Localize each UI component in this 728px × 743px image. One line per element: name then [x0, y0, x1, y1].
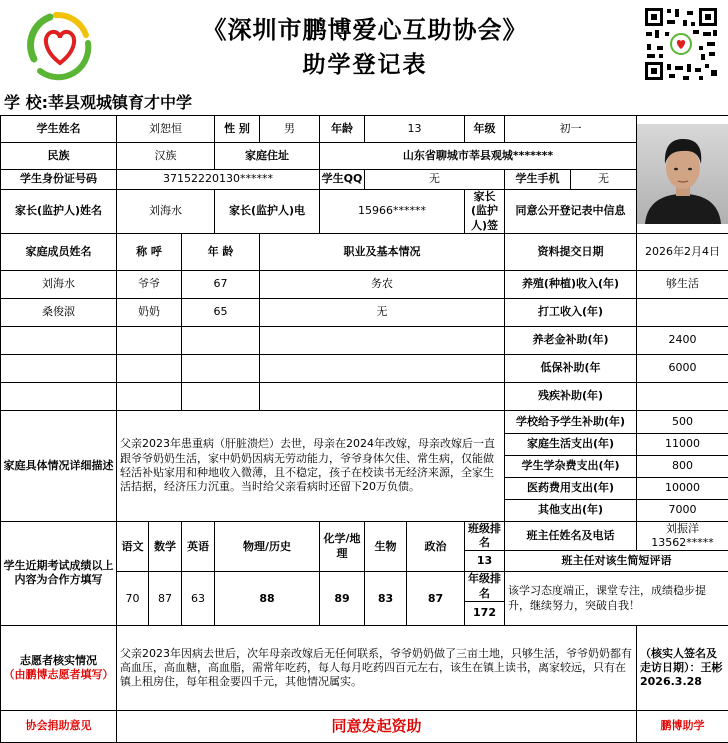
id-number-value: 37152220130******: [117, 170, 320, 190]
subject-score: 88: [215, 572, 320, 626]
assoc-decision: 同意发起资助: [117, 711, 637, 743]
family-member-label: 家庭成员姓名: [1, 233, 117, 270]
grade-rank-value: 172: [465, 602, 505, 626]
pension-value: 2400: [637, 326, 728, 354]
subject-header: 生物: [365, 521, 407, 572]
breeding-income-value: 够生活: [637, 270, 728, 298]
family-member-name: 桑俊淑: [1, 298, 117, 326]
guardian-phone-label: 家长(监护人)电: [215, 190, 320, 234]
header: [0, 0, 728, 88]
subject-score: 89: [320, 572, 365, 626]
occupation-label: 职业及基本情况: [260, 233, 505, 270]
teacher-contact-value: 刘振洋13562*****: [637, 521, 728, 551]
low-income-value: 6000: [637, 354, 728, 382]
age-label: 年龄: [320, 116, 365, 143]
subject-score: 87: [149, 572, 182, 626]
breeding-income-label: 养殖(种植)收入(年): [505, 270, 637, 298]
disability-value: [637, 382, 728, 410]
gender-label: 性 别: [215, 116, 260, 143]
guardian-name-label: 家长(监护人)姓名: [1, 190, 117, 234]
form-title: 《深圳市鹏博爱心互助协会》: [110, 10, 620, 45]
teacher-comment: 该学习态度端正，课堂专注，成绩稳步提升，继续努力，突破自我！: [505, 572, 728, 626]
phone-label: 学生手机: [505, 170, 571, 190]
ethnicity-value: 汉族: [117, 143, 215, 170]
guardian-name-value: 刘海水: [117, 190, 215, 234]
family-member-relation: [117, 326, 182, 354]
age-value: 13: [365, 116, 465, 143]
teacher-comment-label: 班主任对该生简短评语: [505, 551, 728, 572]
family-member-relation: [117, 354, 182, 382]
disability-label: 残疾补助(年): [505, 382, 637, 410]
medical-exp-value: 10000: [637, 477, 728, 499]
guardian-sign-label: 家长(监护人)签: [465, 190, 505, 234]
subject-header: 数学: [149, 521, 182, 572]
volunteer-label: 志愿者核实情况: [2, 654, 115, 668]
pension-label: 养老金补助(年): [505, 326, 637, 354]
volunteer-verification-text: 父亲2023年因病去世后，次年母亲改嫁后无任何联系，爷爷奶奶做了三亩土地，只够生活，爷爷奶奶都有高血压，高血糖，高血脂，需常年吃药，每人每月吃药四百元左右，该生在镇上读书，离家较远，只有在镇上租房住，每年租金要四千元，其他情况属实。: [117, 626, 637, 711]
family-member-age: [182, 354, 260, 382]
subject-header: 英语: [182, 521, 215, 572]
family-member-relation: 爷爷: [117, 270, 182, 298]
ethnicity-label: 民族: [1, 143, 117, 170]
student-name-label: 学生姓名: [1, 116, 117, 143]
subject-score: 87: [407, 572, 465, 626]
school-aid-value: 500: [637, 410, 728, 433]
student-name-value: 刘恕恒: [117, 116, 215, 143]
registration-form: [0, 115, 728, 743]
student-photo-image: [637, 124, 728, 224]
family-member-age: [182, 382, 260, 410]
family-member-name: [1, 326, 117, 354]
family-member-occupation: [260, 326, 505, 354]
family-description: 父亲2023年患重病（肝脏溃烂）去世，母亲在2024年改嫁，母亲改嫁后一直跟爷爷奶奶生活，家中奶奶因病无劳动能力，爷爷身体欠佳、常生病，仅能做轻活补贴家用和种地收入微薄，且不稳定，孩子在校读书无经济来源，全家生活拮据，经济压力沉重。当时给父亲看病时还留下20万负债。: [117, 410, 505, 521]
grade-rank-label: 年级排名: [465, 572, 505, 602]
living-exp-label: 家庭生活支出(年): [505, 433, 637, 455]
subject-score: 63: [182, 572, 215, 626]
sponsor-label: 鹏博助学: [637, 711, 728, 743]
subject-score: 70: [117, 572, 149, 626]
submit-date-value: 2026年2月4日: [637, 233, 728, 270]
subject-header: 语文: [117, 521, 149, 572]
family-detail-label: 家庭具体情况详细描述: [1, 410, 117, 521]
relation-label: 称 呼: [117, 233, 182, 270]
family-member-name: [1, 354, 117, 382]
heart-logo-icon: [20, 5, 100, 85]
phone-value: 无: [571, 170, 637, 190]
family-member-occupation: [260, 382, 505, 410]
guardian-phone-value: 15966******: [320, 190, 465, 234]
volunteer-cell: [1, 626, 117, 711]
submit-date-label: 资料提交日期: [505, 233, 637, 270]
qq-label: 学生QQ: [320, 170, 365, 190]
class-rank-label: 班级排名: [465, 521, 505, 551]
subject-header: 化学/地理: [320, 521, 365, 572]
misc-exp-label: 学生学杂费支出(年): [505, 455, 637, 477]
family-member-relation: [117, 382, 182, 410]
form-subtitle: 助学登记表: [110, 46, 620, 79]
other-exp-label: 其他支出(年): [505, 499, 637, 521]
family-member-occupation: 无: [260, 298, 505, 326]
subject-header: 政治: [407, 521, 465, 572]
grade-value: 初一: [505, 116, 637, 143]
school-name: 学 校:莘县观城镇育才中学: [4, 90, 192, 113]
exam-label: 学生近期考试成绩以上内容为合作方填写: [1, 521, 117, 625]
grade-label: 年级: [465, 116, 505, 143]
low-income-label: 低保补助(年: [505, 354, 637, 382]
misc-exp-value: 800: [637, 455, 728, 477]
address-label: 家庭住址: [215, 143, 320, 170]
family-member-age: 67: [182, 270, 260, 298]
family-member-name: 刘海水: [1, 270, 117, 298]
family-member-age: 65: [182, 298, 260, 326]
class-rank-value: 13: [465, 551, 505, 572]
member-age-label: 年 龄: [182, 233, 260, 270]
work-income-value: [637, 298, 728, 326]
consent-label: 同意公开登记表中信息: [505, 190, 637, 234]
teacher-contact-label: 班主任姓名及电话: [505, 521, 637, 551]
living-exp-value: 11000: [637, 433, 728, 455]
qq-value: 无: [365, 170, 505, 190]
volunteer-note: （由鹏博志愿者填写）: [2, 668, 115, 682]
other-exp-value: 7000: [637, 499, 728, 521]
work-income-label: 打工收入(年): [505, 298, 637, 326]
verifier-signature: （核实人签名及走访日期）：王彬 2026.3.28: [637, 626, 728, 711]
family-member-occupation: 务农: [260, 270, 505, 298]
assoc-opinion-label: 协会捐助意见: [1, 711, 117, 743]
family-member-age: [182, 326, 260, 354]
subject-header: 物理/历史: [215, 521, 320, 572]
family-member-occupation: [260, 354, 505, 382]
family-member-name: [1, 382, 117, 410]
address-value: 山东省聊城市莘县观城*******: [320, 143, 637, 170]
school-aid-label: 学校给予学生补助(年): [505, 410, 637, 433]
medical-exp-label: 医药费用支出(年): [505, 477, 637, 499]
student-photo: [637, 116, 728, 234]
family-member-relation: 奶奶: [117, 298, 182, 326]
qr-code-icon: [642, 6, 720, 82]
gender-value: 男: [260, 116, 320, 143]
subject-score: 83: [365, 572, 407, 626]
id-number-label: 学生身份证号码: [1, 170, 117, 190]
